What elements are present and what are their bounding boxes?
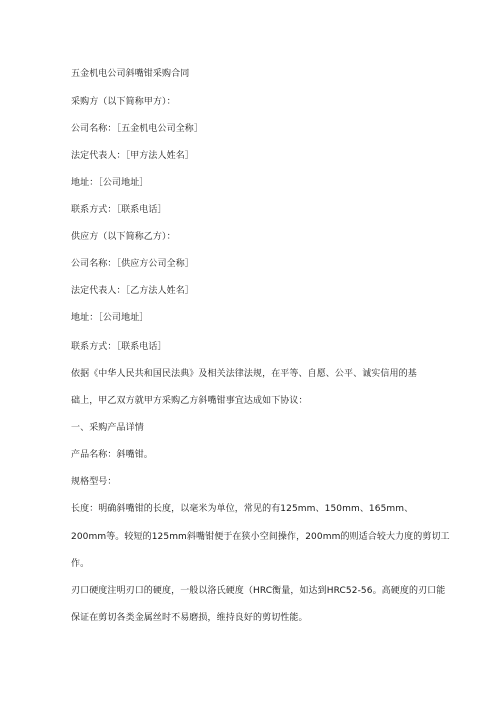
intro-paragraph-line-1: 依据《中华人民共和国民法典》及相关法律法规，在平等、自愿、公平、诚实信用的基 xyxy=(71,369,417,379)
spec-heading: 规格型号： xyxy=(71,477,117,487)
length-paragraph-line-3: 作。 xyxy=(71,559,90,569)
buyer-heading: 采购方（以下简称甲方）： xyxy=(71,97,176,107)
section-1-heading: 一、采购产品详情 xyxy=(71,423,144,433)
hardness-paragraph-line-1: 刃口硬度注明刃口的硬度，一般以洛氏硬度（HRC衡量，如达到HRC52-56。高硬度的刃口能 xyxy=(71,586,446,596)
contract-title: 五金机电公司斜嘴钳采购合同 xyxy=(71,69,190,79)
supplier-legal-representative: 法定代表人：［乙方法人姓名］ xyxy=(71,286,194,296)
buyer-legal-representative: 法定代表人：［甲方法人姓名］ xyxy=(71,151,194,161)
buyer-address: 地址：［公司地址］ xyxy=(71,178,149,188)
supplier-address: 地址：［公司地址］ xyxy=(71,313,149,323)
hardness-paragraph-line-2: 保证在剪切各类金属丝时不易磨损，维持良好的剪切性能。 xyxy=(71,613,308,623)
product-name: 产品名称：斜嘴钳。 xyxy=(71,450,153,460)
buyer-contact: 联系方式：［联系电话］ xyxy=(71,205,167,215)
supplier-contact: 联系方式：［联系电话］ xyxy=(71,342,167,352)
intro-paragraph-line-2: 础上，甲乙双方就甲方采购乙方斜嘴钳事宜达成如下协议： xyxy=(71,396,308,406)
supplier-company-name: 公司名称：［供应方公司全称］ xyxy=(71,259,194,269)
buyer-company-name: 公司名称：［五金机电公司全称］ xyxy=(71,124,204,134)
length-paragraph-line-1: 长度：明确斜嘴钳的长度，以毫米为单位，常见的有125mm、150mm、165mm、 xyxy=(71,504,414,514)
supplier-heading: 供应方（以下简称乙方）： xyxy=(71,232,176,242)
length-paragraph-line-2: 200mm等。较短的125mm斜嘴钳便于在狭小空间操作，200mm的则适合较大力度的剪切工 xyxy=(71,532,450,542)
